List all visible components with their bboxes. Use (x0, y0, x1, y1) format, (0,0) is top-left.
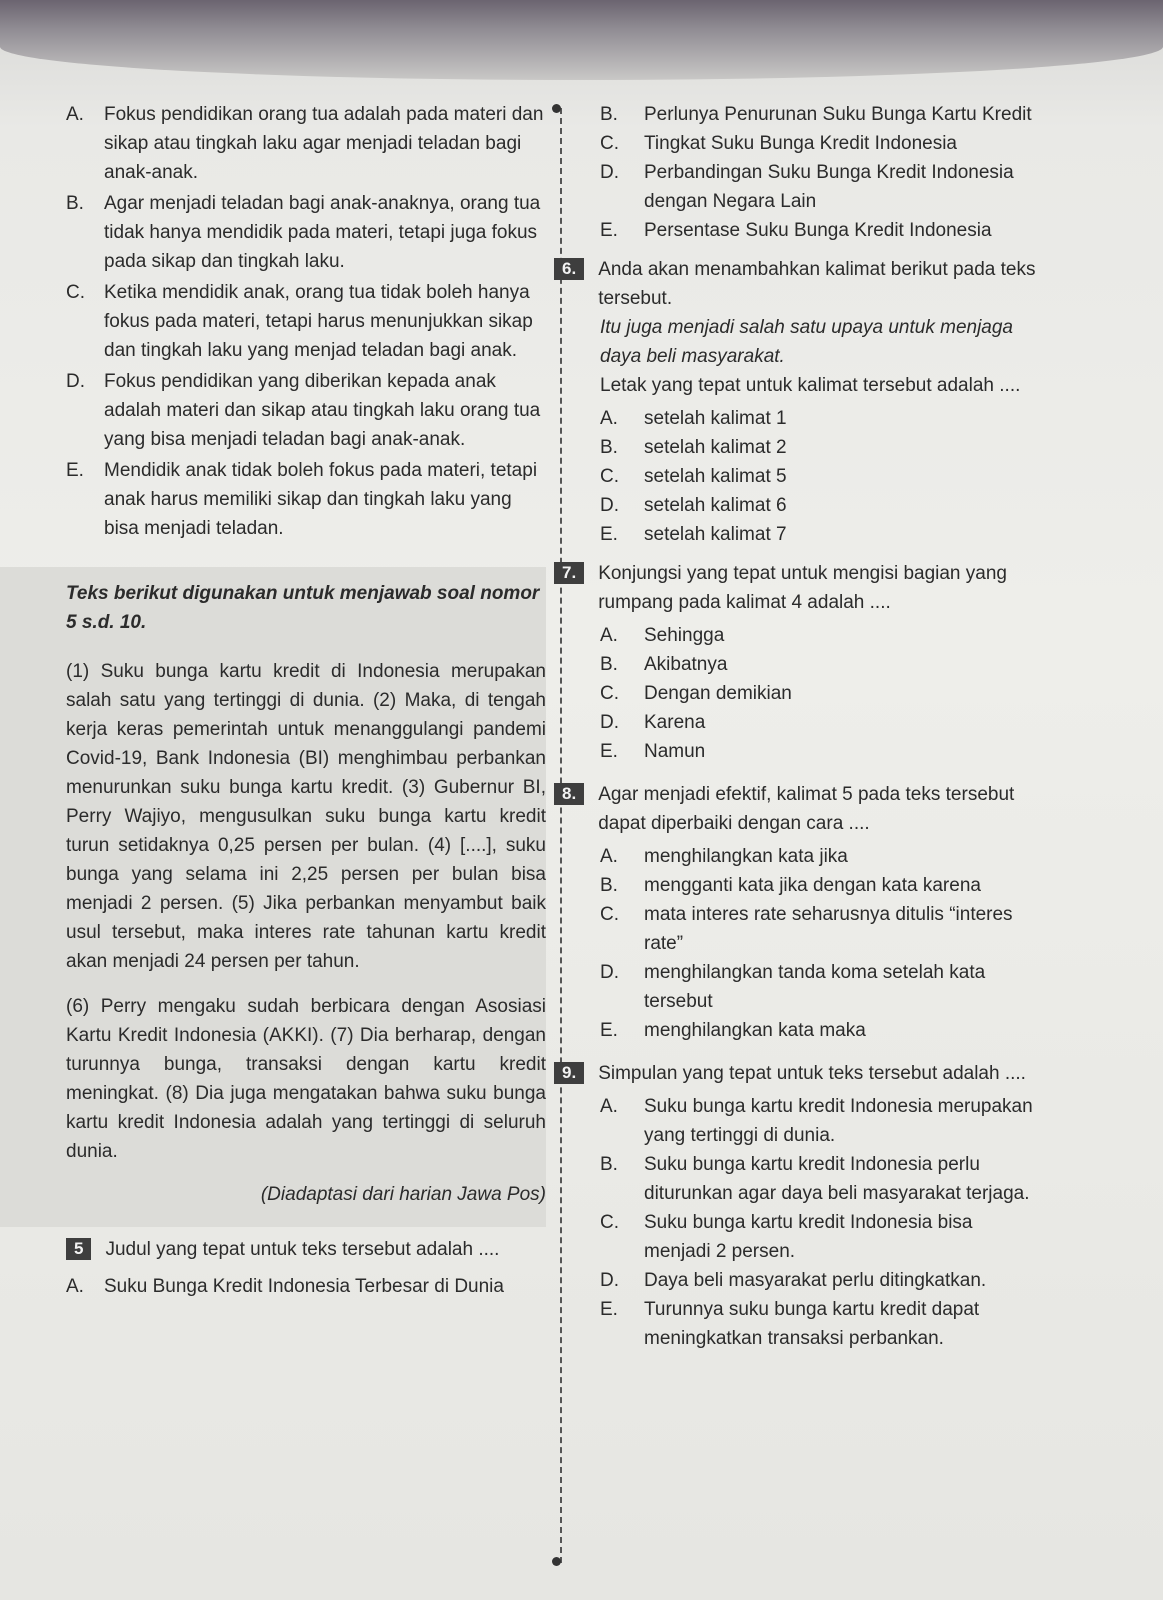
option-item[interactable]: B. setelah kalimat 2 (600, 437, 787, 458)
question-8 (554, 780, 1040, 838)
option-item[interactable]: E. Namun (600, 741, 706, 762)
option-item[interactable]: D. Perbandingan Suku Bunga Kredit Indonesia dengan Negara Lain (600, 162, 1014, 212)
passage-paragraph-2: (6) Perry mengaku sudah berbicara dengan Asosiasi Kartu Kredit Indonesia (AKKI). (7) Dia berharap, dengan turunnya bunga, transaksi dengan kartu kredit meningkat. (8) Dia juga mengatakan bahwa suku bunga kartu kredit Indonesia adalah yang tertinggi di seluruh dunia. (66, 996, 546, 1162)
option-item[interactable]: C. setelah kalimat 5 (600, 466, 787, 487)
option-item[interactable]: A. Suku bunga kartu kredit Indonesia merupakan yang tertinggi di dunia. (600, 1096, 1033, 1146)
question-text-2: Letak yang tepat untuk kalimat tersebut adalah .... (600, 375, 1021, 396)
question-5 (66, 1235, 546, 1264)
option-item[interactable]: E. Persentase Suku Bunga Kredit Indonesia (600, 220, 992, 241)
question-text: Simpulan yang tepat untuk teks tersebut adalah .... (598, 1063, 1026, 1084)
question-number: 8. (554, 783, 584, 805)
reading-passage-box (0, 567, 546, 1227)
question-text: Anda akan menambahkan kalimat berikut pada teks tersebut. (598, 259, 1036, 309)
question-6-options (600, 404, 1040, 549)
option-item[interactable]: D. setelah kalimat 6 (600, 495, 787, 516)
option-item[interactable]: E. Turunnya suku bunga kartu kredit dapat meningkatkan transaksi perbankan. (600, 1299, 980, 1349)
option-item[interactable]: B. Perlunya Penurunan Suku Bunga Kartu Kredit (600, 104, 1032, 125)
question-number: 9. (554, 1062, 584, 1084)
divider-dot-bottom (552, 1557, 561, 1566)
option-item[interactable]: B. Agar menjadi teladan bagi anak-anaknya, orang tua tidak hanya mendidik pada materi, tetapi juga fokus pada sikap dan tingkah laku. (66, 193, 541, 272)
option-item[interactable]: C. mata interes rate seharusnya ditulis “interes rate” (600, 904, 1013, 954)
option-item[interactable]: A. setelah kalimat 1 (600, 408, 787, 429)
question-7 (554, 559, 1040, 617)
question-5-continued (600, 100, 1040, 245)
right-column (562, 100, 1040, 1353)
option-item[interactable]: E. menghilangkan kata maka (600, 1020, 866, 1041)
passage-intro: Teks berikut digunakan untuk menjawab soal nomor 5 s.d. 10. (66, 583, 540, 633)
question-text: Agar menjadi efektif, kalimat 5 pada teks tersebut dapat diperbaiki dengan cara .... (598, 784, 1015, 834)
question-number: 6. (554, 258, 584, 280)
question-9-options (600, 1092, 1040, 1353)
option-item[interactable]: D. menghilangkan tanda koma setelah kata tersebut (600, 962, 986, 1012)
option-item[interactable]: C. Dengan demikian (600, 683, 792, 704)
question-quote: Itu juga menjadi salah satu upaya untuk menjaga daya beli masyarakat. (600, 317, 1013, 367)
option-item[interactable]: A. Suku Bunga Kredit Indonesia Terbesar di Dunia (66, 1276, 504, 1297)
question-number: 5 (66, 1238, 91, 1260)
question-text: Konjungsi yang tepat untuk mengisi bagian yang rumpang pada kalimat 4 adalah .... (598, 563, 1007, 613)
option-item[interactable]: A. Fokus pendidikan orang tua adalah pada materi dan sikap atau tingkah laku agar menjadi teladan bagi anak-anak. (66, 104, 544, 183)
question-8-options (600, 842, 1040, 1045)
option-item[interactable]: E. setelah kalimat 7 (600, 524, 787, 545)
option-item[interactable]: C. Suku bunga kartu kredit Indonesia bisa menjadi 2 persen. (600, 1212, 973, 1262)
option-item[interactable]: B. Suku bunga kartu kredit Indonesia perlu diturunkan agar daya beli masyarakat terjaga. (600, 1154, 1030, 1204)
option-item[interactable]: C. Tingkat Suku Bunga Kredit Indonesia (600, 133, 957, 154)
option-item[interactable]: D. Daya beli masyarakat perlu ditingkatkan. (600, 1270, 987, 1291)
question-6 (554, 255, 1040, 313)
option-item[interactable]: D. Fokus pendidikan yang diberikan kepada anak adalah materi dan sikap atau tingkah laku orang tua yang bisa menjadi teladan bagi anak-anak. (66, 371, 541, 450)
passage-source: (Diadaptasi dari harian Jawa Pos) (260, 1184, 546, 1205)
left-column (66, 100, 546, 1303)
question-9 (554, 1059, 1040, 1088)
question-text: Judul yang tepat untuk teks tersebut adalah .... (105, 1239, 500, 1260)
option-item[interactable]: C. Ketika mendidik anak, orang tua tidak boleh hanya fokus pada materi, tetapi harus menunjukkan sikap dan tingkah laku yang menjad teladan bagi anak. (66, 282, 533, 361)
option-item[interactable]: B. mengganti kata jika dengan kata karena (600, 875, 981, 896)
option-item[interactable]: A. menghilangkan kata jika (600, 846, 848, 867)
option-item[interactable]: D. Karena (600, 712, 706, 733)
option-item[interactable]: E. Mendidik anak tidak boleh fokus pada materi, tetapi anak harus memiliki sikap dan tingkah laku yang bisa menjadi teladan. (66, 460, 538, 539)
question-7-options (600, 621, 1040, 766)
page-top-shadow (0, 0, 1163, 80)
divider-dot-top (552, 104, 561, 113)
question-number: 7. (554, 562, 584, 584)
option-item[interactable]: B. Akibatnya (600, 654, 728, 675)
prev-question-options (66, 100, 546, 543)
passage-paragraph-1: (1) Suku bunga kartu kredit di Indonesia merupakan salah satu yang tertinggi di dunia. (2) Maka, di tengah kerja keras pemerintah untuk menanggulangi pandemi Covid-19, Bank Indonesia (BI) menghimbau perbankan menurunkan suku bunga kartu kredit. (3) Gubernur BI, Perry Wajiyo, mengusulkan suku bunga kartu kredit turun setidaknya 0,25 persen per bulan. (4) [....], suku bunga yang selama ini 2,25 persen per bulan bisa menjadi 2 persen. (5) Jika perbankan menyambut baik usul tersebut, maka interes rate tahunan kartu kredit akan menjadi 24 persen per tahun. (66, 661, 546, 972)
option-item[interactable]: A. Sehingga (600, 625, 725, 646)
